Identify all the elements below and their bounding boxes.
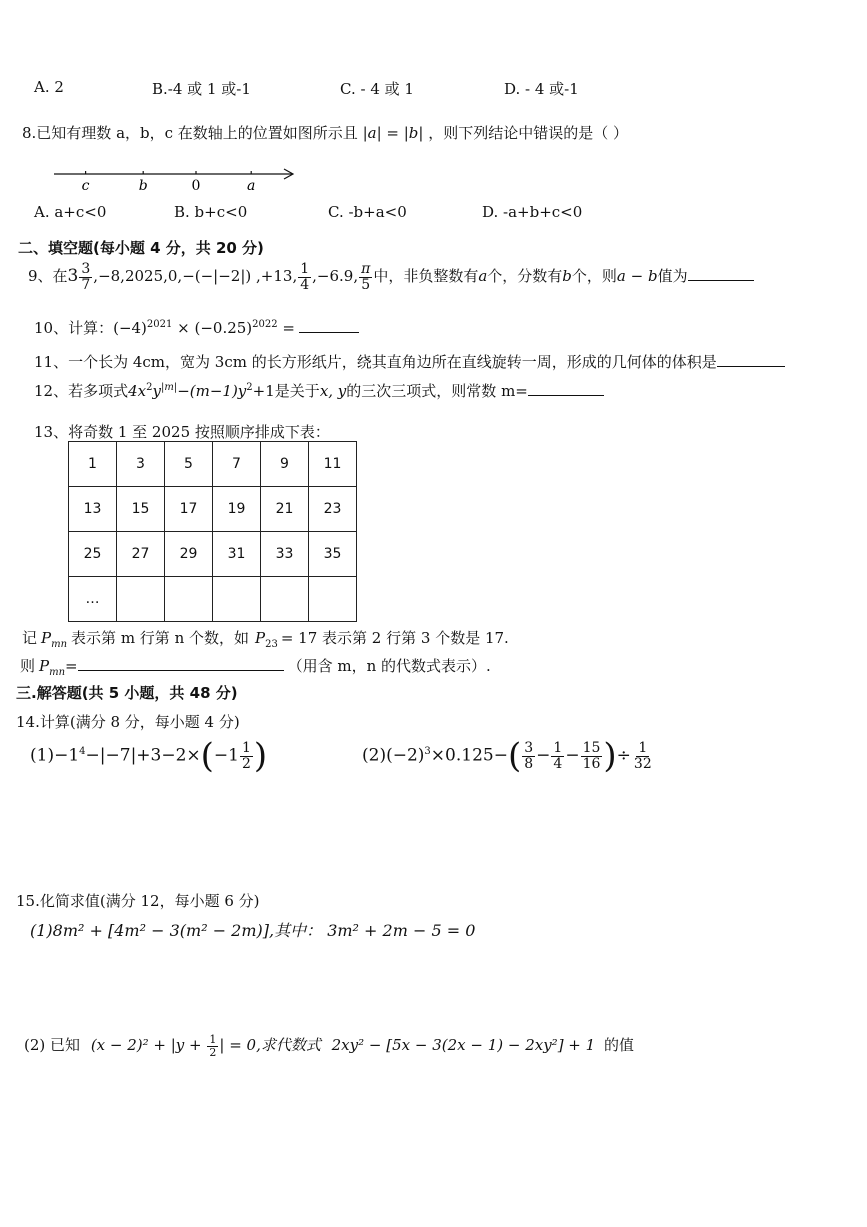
table-row xyxy=(69,442,357,487)
q9-prefix: 9、在 xyxy=(28,267,68,286)
table-cell: 11 xyxy=(309,442,357,487)
q10-equals: = xyxy=(277,319,295,337)
q15-p2-fraction: $\frac{1}{2}$ xyxy=(209,1033,217,1059)
table-cell: 23 xyxy=(309,487,357,532)
q12-exp-y: |m| xyxy=(160,382,178,393)
q7-option-c: C. - 4 或 1 xyxy=(340,80,414,98)
q14-p2-expr: (−2) xyxy=(386,745,425,766)
q12-exp-x: 2 xyxy=(146,382,153,393)
q14-stem: 14.计算(满分 8 分，每小题 4 分) xyxy=(16,713,240,731)
q14-part-1: $(1)-1^4-|-7|+3-2\times(-1$ $\frac{1}{2}$ ) xyxy=(30,736,268,776)
q10-exponent-1: 2021 xyxy=(146,319,173,330)
table-row xyxy=(69,532,357,577)
q10-expr: (−4) xyxy=(113,319,147,337)
q13-answer-blank[interactable] xyxy=(78,670,284,671)
q12-poly-y: y xyxy=(152,382,161,400)
q15-p2-condition-end: | = 0,求代数式 xyxy=(219,1036,321,1055)
q11 xyxy=(34,351,785,372)
q12-prefix: 12、若多项式 xyxy=(34,382,129,400)
table-cell: 15 xyxy=(117,487,165,532)
q12-vars: x, y xyxy=(319,382,347,400)
q13-ask-equals: = xyxy=(65,657,78,675)
table-cell xyxy=(213,577,261,622)
q14-p2-exp: 3 xyxy=(424,745,431,757)
table-cell: 3 xyxy=(117,442,165,487)
q14-p2-rest: ×0.125− xyxy=(430,745,508,766)
q14-p1-expr: −1 xyxy=(54,745,80,766)
q11-text: 11、一个长为 4cm，宽为 3cm 的长方形纸片，绕其直角边所在直线旋转一周，形成的几何体的体积是 xyxy=(34,353,717,371)
q13-note xyxy=(22,627,509,650)
q9-var-b: b xyxy=(562,267,572,286)
q15-p2-condition: (x − 2)² + |y + xyxy=(90,1036,207,1055)
q9 xyxy=(28,262,754,292)
table-cell xyxy=(117,577,165,622)
q9-suffix: 中，非负整数有 xyxy=(373,267,479,286)
q15-part-1: (1)8m² + [4m² − 3(m² − 2m)],其中： 3m² + 2m − 5 = 0 xyxy=(30,921,476,940)
q9-fraction-1: $\frac{3}{7}$ xyxy=(81,261,91,293)
table-cell: 7 xyxy=(213,442,261,487)
q10-exponent-2: 2022 xyxy=(252,319,278,330)
number-line xyxy=(52,160,302,196)
q10 xyxy=(34,317,359,338)
number-line-label: 0 xyxy=(191,178,201,194)
q14-p2-divide: ÷ xyxy=(616,745,631,766)
q7-option-d: D. - 4 或-1 xyxy=(504,80,579,98)
q14-p1-exp: 4 xyxy=(79,745,86,757)
table-row xyxy=(69,577,357,622)
q9-mid1: 个，分数有 xyxy=(487,267,563,286)
number-line-label: b xyxy=(138,178,148,194)
q8-option-a: A. a+c<0 xyxy=(34,203,107,221)
q12-exp-y2: 2 xyxy=(246,382,253,393)
table-cell: 13 xyxy=(69,487,117,532)
q15-part-2 xyxy=(24,1034,634,1058)
q9-tail: 值为 xyxy=(657,267,688,286)
q9-list-mid: ,−8,2025,0,−(−|−2|) ,+13, xyxy=(93,267,298,286)
q8-stem-before: 8.已知有理数 a，b，c 在数轴上的位置如图所示且 xyxy=(22,124,358,142)
q14-p2-fraction-3: $\frac{15}{16}$ xyxy=(582,739,601,772)
q13-ask-tail: （用含 m，n 的代数式表示）. xyxy=(287,657,491,675)
q8-stem xyxy=(22,122,628,143)
table-cell: 21 xyxy=(261,487,309,532)
table-cell: 35 xyxy=(309,532,357,577)
q12-answer-blank[interactable] xyxy=(528,395,604,396)
table-row xyxy=(69,487,357,532)
table-cell xyxy=(165,577,213,622)
q13-question xyxy=(20,655,491,678)
q9-fraction-3: $\frac{\pi}{5}$ xyxy=(361,261,371,293)
q13-example-sub: 23 xyxy=(265,639,278,650)
odd-number-table xyxy=(68,441,357,622)
q11-answer-blank[interactable] xyxy=(717,366,785,367)
q13-ask-sub: mn xyxy=(49,667,66,678)
table-cell: 19 xyxy=(213,487,261,532)
q8-stem-after: ，则下列结论中错误的是（ ） xyxy=(428,124,629,142)
q14-p2-fraction-4: $\frac{1}{32}$ xyxy=(633,739,652,772)
q12-poly-end: +1 xyxy=(252,382,275,400)
q13-example-rest: = 17 表示第 2 行第 3 个数是 17. xyxy=(280,629,509,647)
table-cell: 27 xyxy=(117,532,165,577)
q14-p1-fraction: $\frac{1}{2}$ xyxy=(241,739,251,772)
table-cell: 1 xyxy=(69,442,117,487)
q9-fraction-2: $\frac{1}{4}$ xyxy=(300,261,310,293)
q9-mid2: 个，则 xyxy=(571,267,617,286)
q14-p1-label: (1) xyxy=(30,745,55,766)
q12-poly: 4x xyxy=(128,382,147,400)
q15-p2-label: (2) 已知 xyxy=(24,1036,81,1055)
table-cell: 17 xyxy=(165,487,213,532)
q12-poly-rest: −(m−1)y xyxy=(177,382,247,400)
q13-note-mid: 表示第 m 行第 n 个数，如 xyxy=(71,629,250,647)
q10-prefix: 10、计算： xyxy=(34,319,114,337)
q15-stem: 15.化简求值(满分 12，每小题 6 分) xyxy=(16,892,260,910)
q14-p1-whole: −1 xyxy=(213,745,239,766)
q9-mixed-whole: 3 xyxy=(67,266,79,287)
section-2-heading: 二、填空题(每小题 4 分，共 20 分) xyxy=(18,239,264,257)
number-line-label: c xyxy=(81,178,90,194)
q14-p1-rest: −|−7|+3−2× xyxy=(85,745,201,766)
q7-option-a: A. 2 xyxy=(34,78,64,96)
q9-answer-blank[interactable] xyxy=(688,280,754,281)
table-cell: 29 xyxy=(165,532,213,577)
q8-option-c: C. -b+a<0 xyxy=(328,203,407,221)
table-cell: 5 xyxy=(165,442,213,487)
table-cell: 33 xyxy=(261,532,309,577)
q14-p2-fraction-2: $\frac{1}{4}$ xyxy=(553,739,563,772)
table-cell: … xyxy=(69,577,117,622)
q10-answer-blank[interactable] xyxy=(299,332,359,333)
q7-option-b: B.-4 或 1 或-1 xyxy=(152,80,251,98)
q8-option-d: D. -a+b+c<0 xyxy=(482,203,583,221)
q14-p2-fraction-1: $\frac{3}{8}$ xyxy=(524,739,534,772)
number-line-label: a xyxy=(247,178,256,194)
q15-p2-tail: 的值 xyxy=(603,1036,634,1055)
q14-part-2: $(2)(-2)^3\times 0.125-$( $\frac{3}{8}$ − $\frac{1}{4}$ − $\frac{15}{16}$ )÷ $\frac{1}{32}$ xyxy=(362,736,652,776)
q12 xyxy=(34,380,604,401)
table-cell: 25 xyxy=(69,532,117,577)
q13-note-prefix: 记 xyxy=(22,629,38,647)
q13-note-var: P xyxy=(41,629,52,647)
table-cell xyxy=(261,577,309,622)
q9-expression: a − b xyxy=(616,267,658,286)
table-cell: 31 xyxy=(213,532,261,577)
q8-option-b: B. b+c<0 xyxy=(174,203,248,221)
q13-example-var: P xyxy=(255,629,266,647)
q14-p2-label: (2) xyxy=(362,745,387,766)
q9-list-mid2: ,−6.9, xyxy=(312,267,359,286)
section-3-heading: 三.解答题(共 5 小题，共 48 分) xyxy=(16,684,238,702)
q13-ask-var: P xyxy=(39,657,50,675)
q15-p2-expression: 2xy² − [5x − 3(2x − 1) − 2xy²] + 1 xyxy=(331,1036,596,1055)
table-cell xyxy=(309,577,357,622)
q12-tail: 的三次三项式，则常数 m= xyxy=(346,382,528,400)
q12-suffix: 是关于 xyxy=(274,382,320,400)
q13-stem: 13、将奇数 1 至 2025 按照顺序排成下表： xyxy=(34,423,330,441)
q9-var-a: a xyxy=(478,267,488,286)
q8-abs-equation: |a| = |b| xyxy=(362,124,424,142)
q10-times: × (−0.25) xyxy=(172,319,253,337)
q13-note-sub: mn xyxy=(51,639,68,650)
table-cell: 9 xyxy=(261,442,309,487)
q13-ask-prefix: 则 xyxy=(20,657,36,675)
